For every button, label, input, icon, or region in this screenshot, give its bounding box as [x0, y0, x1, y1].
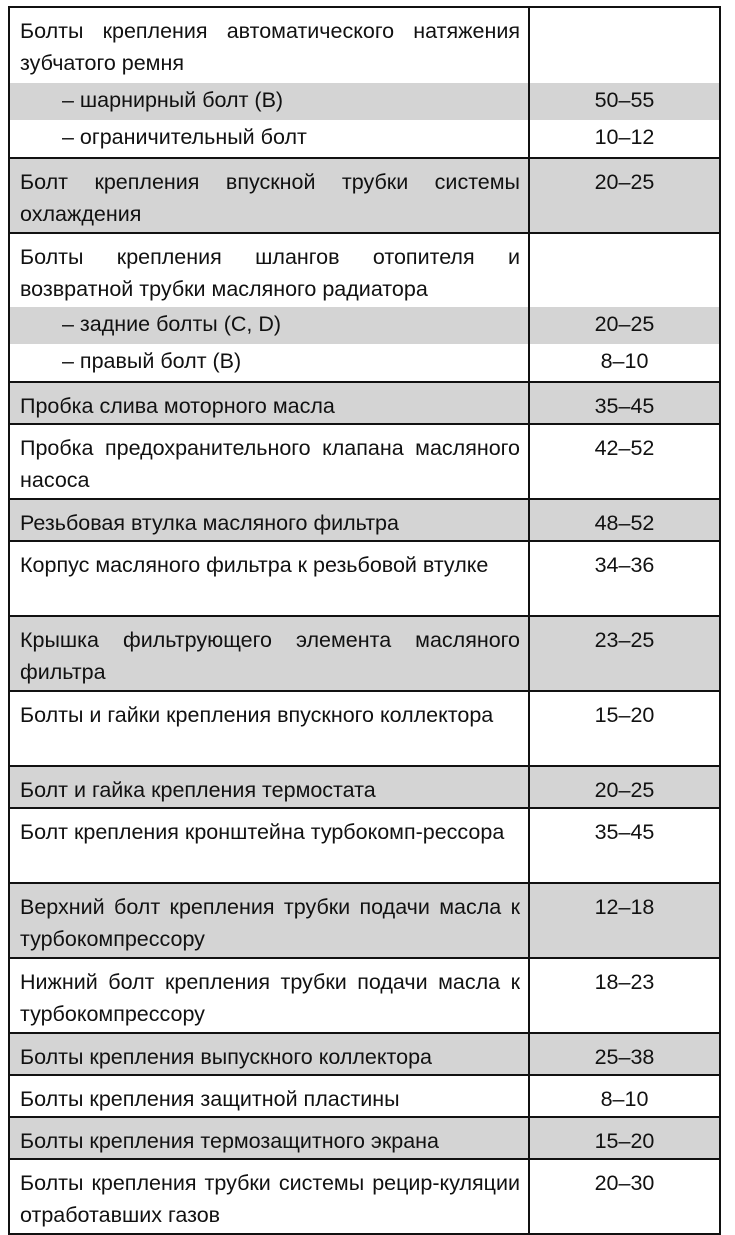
row-value: 20–30	[528, 1160, 719, 1233]
table-row	[10, 83, 719, 120]
row-value: 35–45	[528, 383, 719, 423]
table-row	[10, 120, 719, 157]
row-label: Верхний болт крепления трубки подачи масла к турбокомпрессору	[10, 884, 528, 957]
table-row	[10, 1116, 719, 1158]
table-row	[10, 1158, 719, 1233]
row-label: Болты и гайки крепления впускного коллектора	[20, 703, 494, 727]
row-label: Болты крепления шлангов отопителя и возвратной трубки масляного радиатора	[20, 245, 520, 301]
table-row	[10, 381, 719, 423]
row-value: 18–23	[528, 959, 719, 1032]
row-value: 50–55	[528, 83, 719, 120]
row-value: 15–20	[528, 1118, 719, 1158]
row-label: Болты крепления выпускного коллектора	[10, 1034, 528, 1074]
table-row	[10, 765, 719, 807]
row-value: 34–36	[528, 542, 719, 615]
table-row	[10, 690, 719, 765]
row-value: 48–52	[528, 500, 719, 540]
table-row	[10, 1074, 719, 1116]
table-row	[10, 157, 719, 232]
row-label: – правый болт (В)	[62, 349, 242, 373]
row-value	[528, 8, 719, 83]
table-row	[10, 615, 719, 690]
row-label: – ограничительный болт	[62, 125, 307, 149]
row-label: Крышка фильтрующего элемента масляного фильтра	[10, 617, 528, 690]
row-label: Болты крепления трубки системы рецир-куляции отработавших газов	[20, 1171, 520, 1227]
row-label: Болты крепления защитной пластины	[20, 1087, 400, 1111]
table-row	[10, 8, 719, 83]
table-row	[10, 807, 719, 882]
row-label: Болты крепления автоматического натяжения зубчатого ремня	[20, 19, 520, 75]
row-value: 12–18	[528, 884, 719, 957]
row-label: – задние болты (С, D)	[10, 307, 528, 344]
row-value: 15–20	[528, 692, 719, 765]
row-value	[528, 234, 719, 307]
table-row	[10, 1032, 719, 1074]
row-value: 23–25	[528, 617, 719, 690]
row-label: Пробка предохранительного клапана масляного насоса	[20, 436, 520, 492]
row-value: 20–25	[528, 159, 719, 232]
row-label: Болт крепления кронштейна турбокомп-рессора	[20, 820, 505, 844]
row-label: Корпус масляного фильтра к резьбовой втулке	[20, 553, 489, 577]
row-value: 20–25	[528, 307, 719, 344]
torque-table	[8, 6, 721, 1235]
row-label: Болт крепления впускной трубки системы охлаждения	[10, 159, 528, 232]
row-label: Нижний болт крепления трубки подачи масла к турбокомпрессору	[20, 970, 520, 1026]
table-row	[10, 232, 719, 307]
row-value: 42–52	[528, 425, 719, 498]
row-label: Болт и гайка крепления термостата	[10, 767, 528, 807]
table-row	[10, 423, 719, 498]
row-value: 8–10	[528, 1076, 719, 1116]
table-row	[10, 957, 719, 1032]
row-label: Пробка слива моторного масла	[10, 383, 528, 423]
row-value: 20–25	[528, 767, 719, 807]
row-value: 35–45	[528, 809, 719, 882]
table-row	[10, 307, 719, 344]
row-value: 10–12	[528, 120, 719, 157]
row-label: Болты крепления термозащитного экрана	[10, 1118, 528, 1158]
row-label: – шарнирный болт (В)	[10, 83, 528, 120]
row-label: Резьбовая втулка масляного фильтра	[10, 500, 528, 540]
table-row	[10, 882, 719, 957]
table-row	[10, 540, 719, 615]
row-value: 8–10	[528, 344, 719, 381]
table-row	[10, 344, 719, 381]
table-row	[10, 498, 719, 540]
row-value: 25–38	[528, 1034, 719, 1074]
